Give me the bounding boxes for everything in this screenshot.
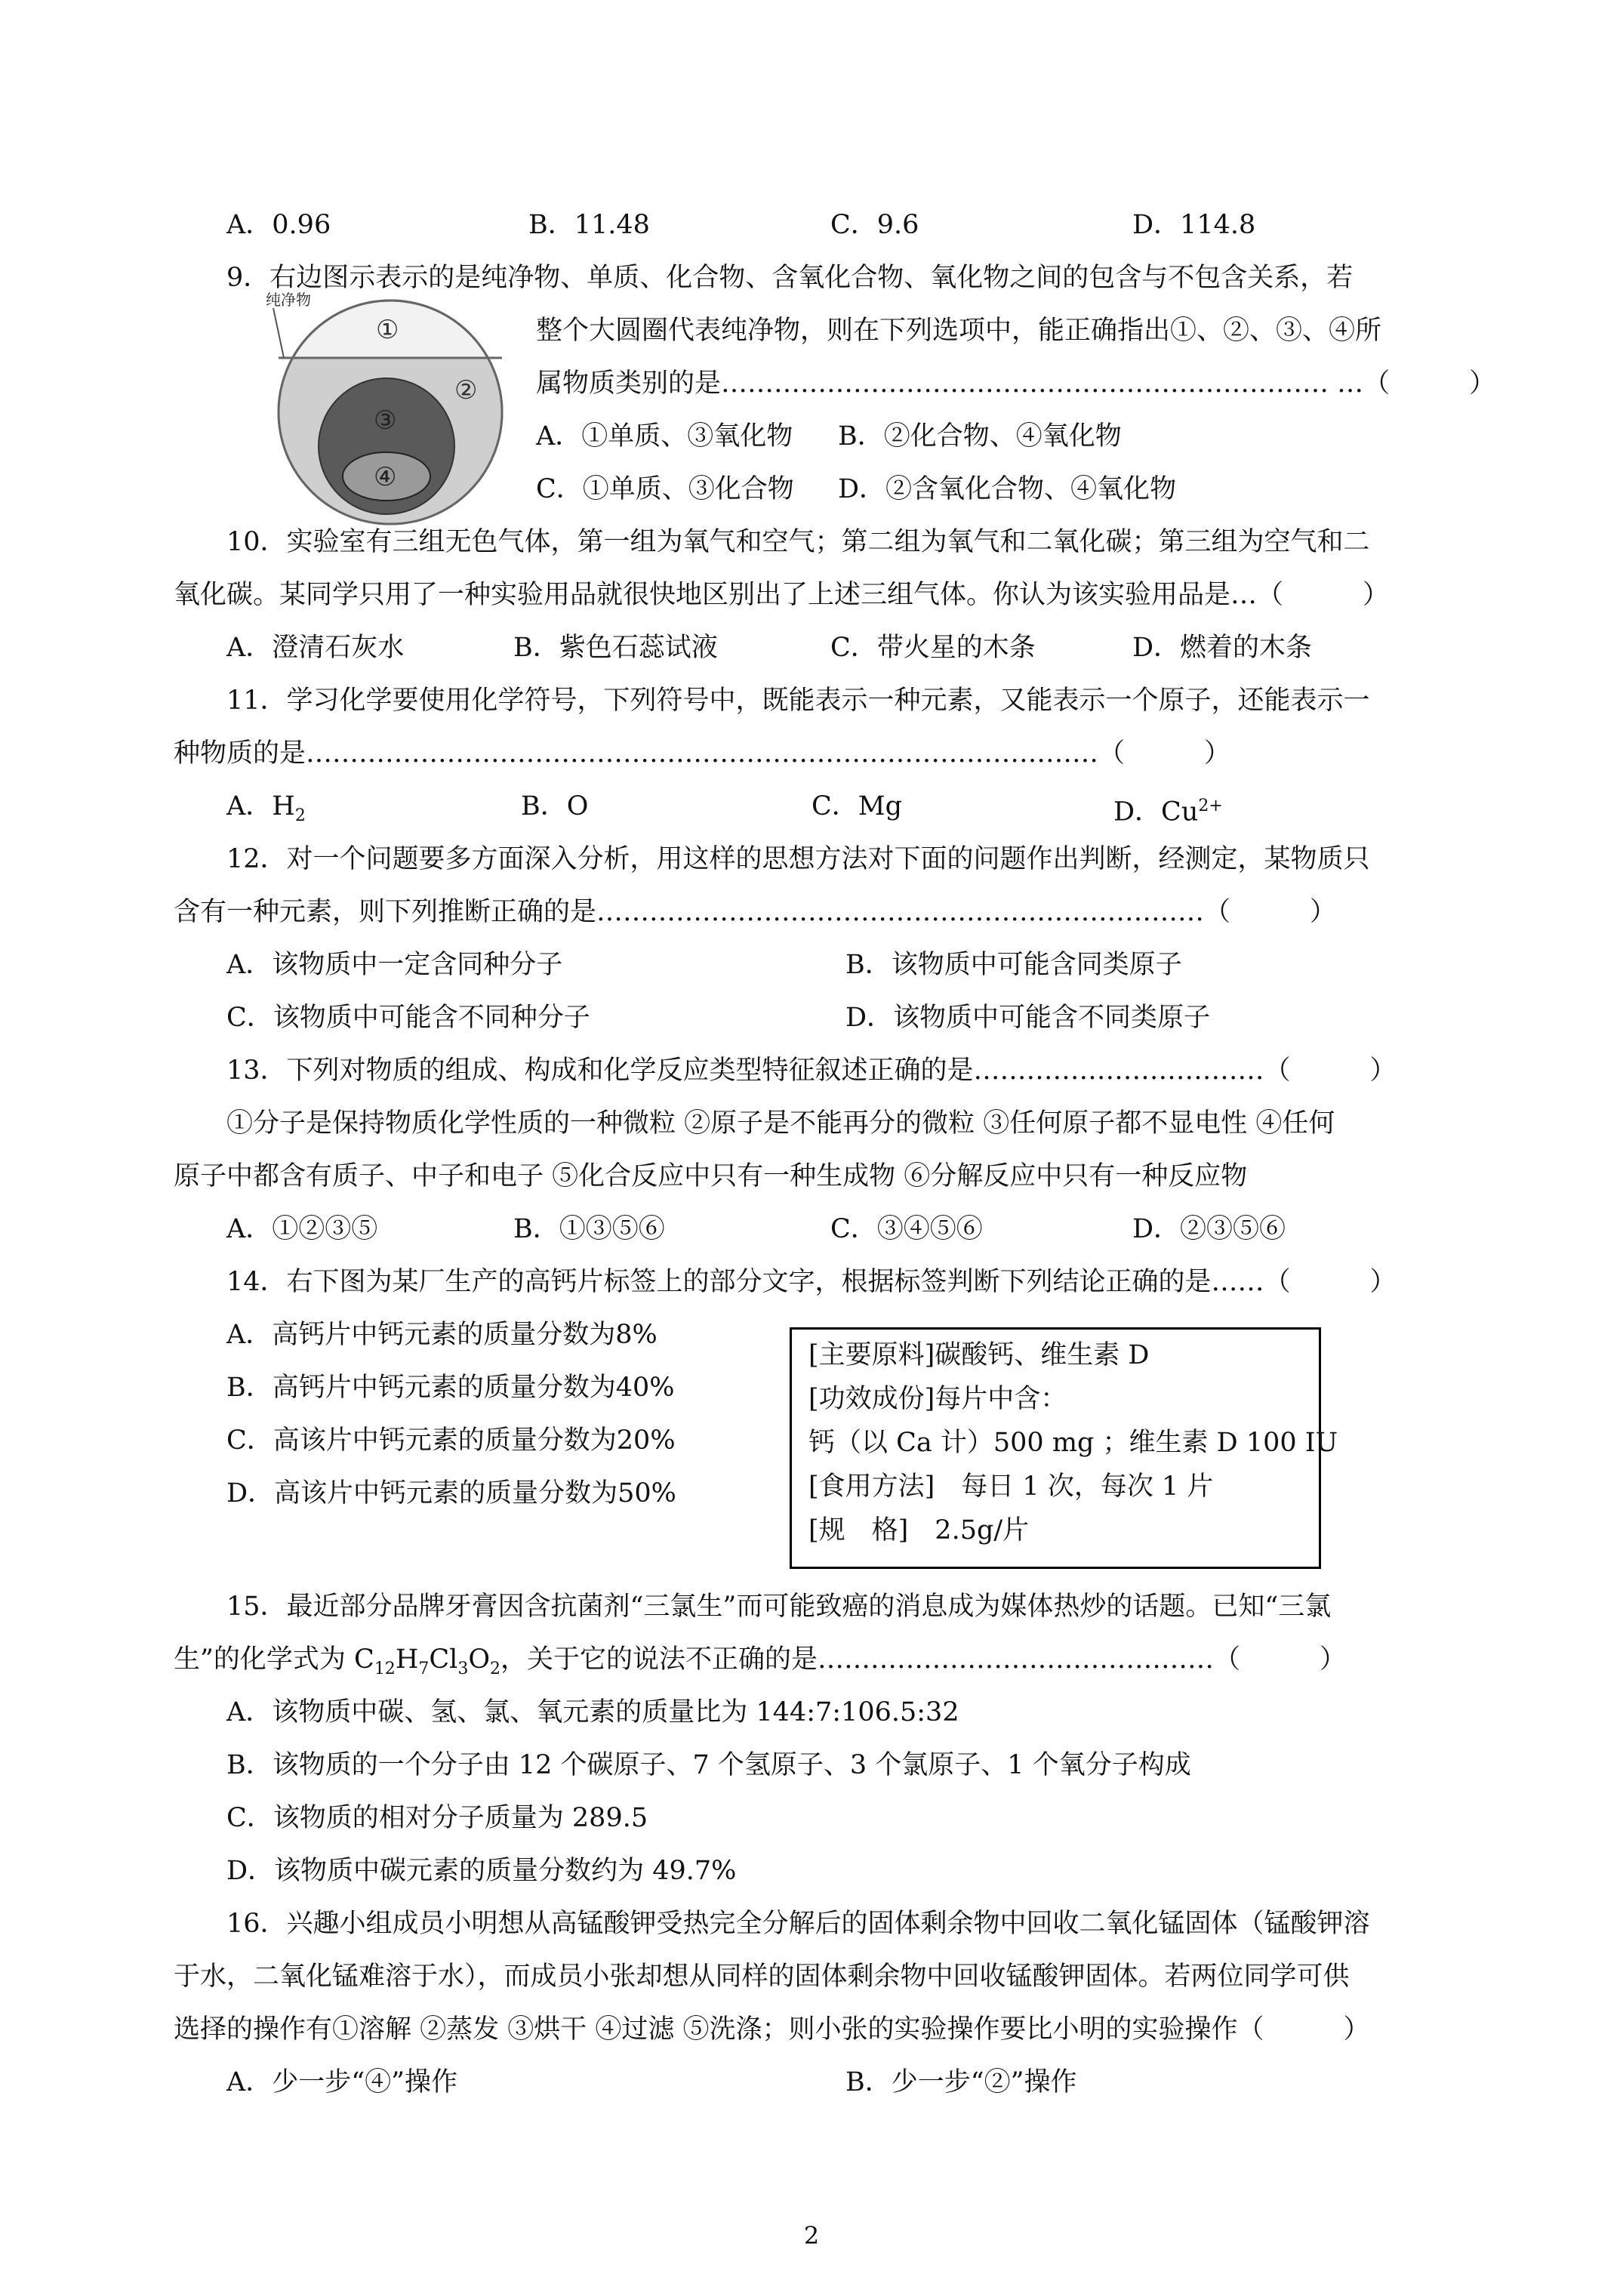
q16-option-b: B．少一步“②”操作: [845, 2067, 1077, 2097]
q8-option-c: C．9.6: [830, 210, 919, 240]
q10-stem-line2: 氧化碳。某同学只用了一种实验用品就很快地区别出了上述三组气体。你认为该实验用品是…（ ）: [174, 580, 1390, 610]
q13-option-a: A．①②③⑤: [226, 1214, 378, 1244]
q14-option-c: C．高该片中钙元素的质量分数为20%: [226, 1425, 676, 1456]
q12-stem-line2: 含有一种元素，则下列推断正确的是……………………………………………………………（ ）: [174, 897, 1337, 927]
q8-option-d: D．114.8: [1132, 210, 1256, 240]
label-line-ingredients: [主要原料]碳酸钙、维生素 D: [808, 1340, 1150, 1370]
q16-option-a: A．少一步“④”操作: [226, 2067, 458, 2097]
q9-option-b: B．②化合物、④氧化物: [838, 421, 1122, 451]
q10-option-d: D．燃着的木条: [1132, 633, 1313, 663]
calcium-tablet-label: [790, 1327, 1338, 1569]
q9-stem-line1: 9．右边图示表示的是纯净物、单质、化合物、含氧化合物、氧化物之间的包含与不包含关系，若: [226, 263, 1354, 293]
q15-option-d: D．该物质中碳元素的质量分数约为 49.7%: [226, 1856, 737, 1886]
q11-option-c: C．Mg: [812, 791, 903, 821]
q10-option-a: A．澄清石灰水: [226, 633, 405, 663]
q9-stem-line2: 整个大圆圈代表纯净物，则在下列选项中，能正确指出①、②、③、④所: [536, 316, 1382, 346]
q12-option-c: C．该物质中可能含不同种分子: [226, 1003, 590, 1033]
region-2-label: ②: [454, 375, 478, 405]
q9-option-c: C．①单质、③化合物: [536, 474, 794, 504]
q13-option-b: B．①③⑤⑥: [513, 1214, 665, 1244]
q13-stem-line1: 13．下列对物质的组成、构成和化学反应类型特征叙述正确的是……………………………（ ）: [226, 1056, 1397, 1086]
q10-stem-line1: 10．实验室有三组无色气体，第一组为氧气和空气；第二组为氧气和二氧化碳；第三组为空气和二: [226, 527, 1370, 557]
q15-option-a: A．该物质中碳、氢、氯、氧元素的质量比为 144:7:106.5:32: [226, 1697, 959, 1727]
label-line-effective: [功效成份]每片中含：: [808, 1384, 1067, 1414]
q12-option-a: A．该物质中一定含同种分子: [226, 950, 563, 980]
q13-option-d: D．②③⑤⑥: [1132, 1214, 1286, 1244]
q11-option-b: B．O: [521, 791, 589, 821]
q8-option-a: A．0.96: [226, 210, 331, 240]
q12-option-d: D．该物质中可能含不同类原子: [845, 1003, 1211, 1033]
outer-label: 纯净物: [266, 291, 311, 309]
q14-stem-line1: 14．右下图为某厂生产的高钙片标签上的部分文字，根据标签判断下列结论正确的是……（ ）: [226, 1267, 1397, 1297]
q14-option-a: A．高钙片中钙元素的质量分数为8%: [226, 1320, 658, 1350]
q12-option-b: B．该物质中可能含同类原子: [845, 950, 1182, 980]
q11-option-d: D．$Cu^{2+}$: [1113, 797, 1223, 827]
q14-option-b: B．高钙片中钙元素的质量分数为40%: [226, 1373, 675, 1403]
label-line-content: 钙（以 Ca 计）500 mg ；维生素 D 100 IU: [808, 1428, 1338, 1458]
q15-option-b: B．该物质的一个分子由 12 个碳原子、7 个氢原子、3 个氯原子、1 个氧分子构成: [226, 1750, 1191, 1780]
q13-stem-line3: 原子中都含有质子、中子和电子 ⑤化合反应中只有一种生成物 ⑥分解反应中只有一种反应物: [174, 1161, 1248, 1191]
q12-stem-line1: 12．对一个问题要多方面深入分析，用这样的思想方法对下面的问题作出判断，经测定，某物质只: [226, 844, 1370, 874]
q14-option-d: D．高该片中钙元素的质量分数为50%: [226, 1478, 676, 1509]
page-number: 2: [803, 2221, 820, 2250]
q11-stem-line1: 11．学习化学要使用化学符号，下列符号中，既能表示一种元素，又能表示一个原子，还能表示一: [226, 686, 1370, 716]
q13-option-c: C．③④⑤⑥: [830, 1214, 983, 1244]
region-4-label: ④: [374, 462, 397, 492]
label-line-usage: [食用方法] 每日 1 次，每次 1 片: [808, 1472, 1214, 1502]
q15-option-c: C．该物质的相对分子质量为 289.5: [226, 1803, 648, 1833]
q16-stem-line2: 于水，二氧化锰难溶于水），而成员小张却想从同样的固体剩余物中回收锰酸钾固体。若两位同学可供: [174, 1962, 1350, 1992]
q16-stem-line1: 16．兴趣小组成员小明想从高锰酸钾受热完全分解后的固体剩余物中回收二氧化锰固体（锰酸钾溶: [226, 1909, 1370, 1939]
q9-stem-line3: 属物质类别的是…………………………………………………………… …（ ）: [536, 368, 1496, 399]
q11-option-a: A．$H_2$: [226, 791, 306, 825]
q8-option-b: B．11.48: [528, 210, 650, 240]
q16-stem-line3: 选择的操作有①溶解 ②蒸发 ③烘干 ④过滤 ⑤洗涤；则小张的实验操作要比小明的实验操作（ ）: [174, 2014, 1370, 2045]
q10-option-b: B．紫色石蕊试液: [513, 633, 718, 663]
pure-substance-venn-diagram: [266, 291, 515, 525]
q15-stem-line2: 生”的化学式为 $C_{12}H_7Cl_3O_2$，关于它的说法不正确的是………………………………………（ ）: [174, 1644, 1347, 1678]
region-1-label: ①: [376, 315, 399, 345]
q9-option-d: D．②含氧化合物、④氧化物: [838, 474, 1177, 504]
q13-stem-line2: ①分子是保持物质化学性质的一种微粒 ②原子是不能再分的微粒 ③任何原子都不显电性 ④任何: [226, 1108, 1335, 1139]
q11-stem-line2: 种物质的是………………………………………………………………………………（ ）: [174, 738, 1231, 769]
q10-option-c: C．带火星的木条: [830, 633, 1036, 663]
label-line-spec: [规 格] 2.5g/片: [808, 1515, 1030, 1546]
q15-stem-line1: 15．最近部分品牌牙膏因含抗菌剂“三氯生”而可能致癌的消息成为媒体热炒的话题。已知“三氯: [226, 1592, 1332, 1622]
q9-option-a: A．①单质、③氧化物: [536, 421, 793, 451]
region-3-label: ③: [374, 405, 397, 436]
